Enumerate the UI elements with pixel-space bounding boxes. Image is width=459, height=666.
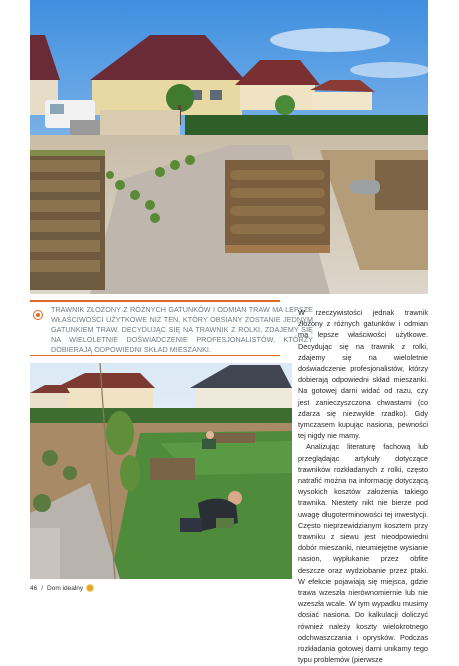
photo-caption — [30, 300, 313, 356]
footer-separator: / — [41, 584, 44, 592]
article-paragraph: Analizując literaturę fachową lub przeglądając artykuły dotyczące trawników rozkładanych z rolki, często natrafić można na informację dotyczącą wysokich kosztów założenia takiego trawnika. Niestety nikt nie bierze pod uwagę długoterminowości tej inwestycji. Często nieprzewidzianym kosztem przy trawniku z siewu jest nieodpowiedni dobór mieszanki, nieumiejętne wysianie nasion, wypłukanie przez obfite deszcze oraz wydziobanie przez ptaki. W efekcie pojawiają się miejsca, gdzie trawa wzeszła nierównomiernie lub nie wzeszła wcale. W tym wypadku musimy dosiać nasiona. Do kalkulacji doliczyć również należy koszty wielokrotnego odchwaszczania i oprysków. Podczas rozkładania gotowej darni unikamy tego typu problemów (pierwsze — [298, 442, 428, 665]
page-footer — [30, 582, 93, 594]
top-photo-turf-pallets — [30, 0, 428, 294]
caption-text: TRAWNIK ZŁOŻONY Z RÓŻNYCH GATUNKÓW I ODMIAN TRAW MA LEPSZE WŁAŚCIWOŚCI UŻYTKOWE NIŻ TEN, KTÓRY OBSIANY ZOSTANIE JEDNYM GATUNKIEM TRAW. DECYDUJĄC SIĘ NA TRAWNIK Z ROLKI, ZDAJEMY SIĘ NA WIELOLETNIE DOŚWIADCZENIE PROFESJONALISTÓW, KTÓRZY DOBIERAJĄ ODPOWIEDNI SKŁAD MIESZANKI. — [51, 305, 313, 354]
sun-logo-icon — [87, 585, 93, 591]
bottom-photo-laying-turf — [30, 363, 292, 579]
article-paragraph: W rzeczywistości jednak trawnik złożony z różnych gatunków i odmian ma lepsze właściwości użytkowe. Decydując się na trawnik z rolki, zdajemy się na wieloletnie doświadczenie profesjonalistów, którzy dobierają odpowiedni skład mieszanki. Na gotowej darni widać od razu, czy jest zanieczyszczona chwastami (co zdarza się niezwykle rzadko). Gdy tymczasem kupując nasiona, pewności tej nigdy nie mamy. — [298, 308, 428, 441]
article-body — [298, 307, 428, 666]
page-number: 46 — [30, 584, 38, 592]
caption-bullet-icon — [33, 310, 43, 320]
magazine-name: Dom idealny — [47, 584, 84, 592]
caption-rule-top — [30, 300, 280, 302]
caption-rule-bottom — [30, 355, 280, 356]
